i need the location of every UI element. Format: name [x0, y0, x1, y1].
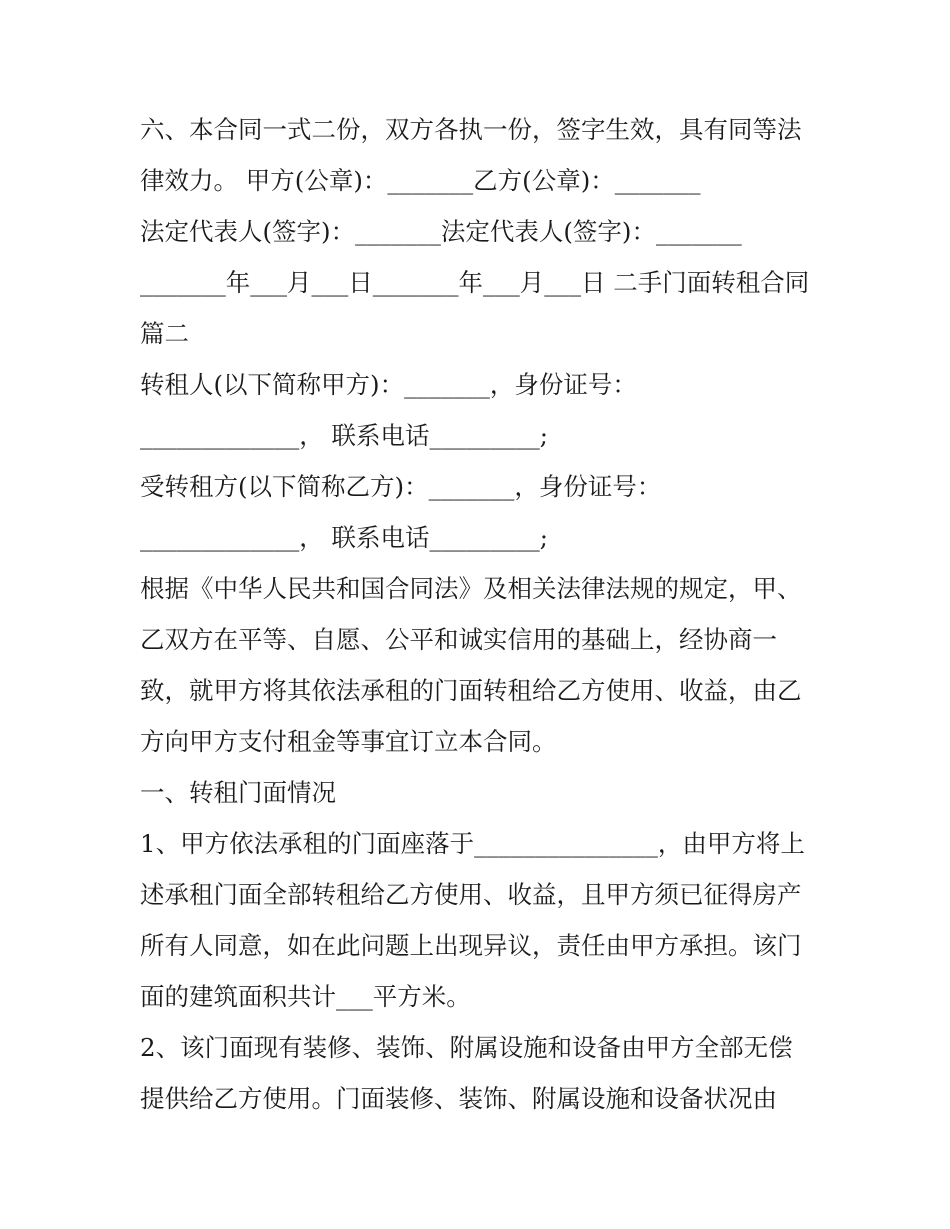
- text-line: 乙双方在平等、自愿、公平和诚实信用的基础上，经协商一: [140, 625, 777, 654]
- text-line: 法定代表人(签字)：_______法定代表人(签字)：_______: [140, 217, 742, 246]
- text-line: 2、该门面现有装修、装饰、附属设施和设备由甲方全部无偿: [140, 1033, 793, 1062]
- text-line: _____________， 联系电话_________;: [140, 421, 549, 450]
- text-line: 所有人同意，如在此问题上出现异议，责任由甲方承担。该门: [140, 931, 802, 960]
- text-line: 根据《中华人民共和国合同法》及相关法律法规的规定，甲、: [140, 574, 802, 603]
- document-body: [140, 104, 820, 1124]
- text-line: 律效力。 甲方(公章)：_______乙方(公章)：_______: [140, 166, 701, 195]
- text-line: 篇二: [140, 319, 189, 348]
- text-line: _____________， 联系电话_________;: [140, 523, 549, 552]
- text-line: 面的建筑面积共计___平方米。: [140, 982, 471, 1011]
- text-line: 方向甲方支付租金等事宜订立本合同。: [140, 727, 557, 756]
- text-line: 一、转租门面情况: [140, 778, 336, 807]
- text-line: 致，就甲方将其依法承租的门面转租给乙方使用、收益，由乙: [140, 676, 802, 705]
- text-line: 受转租方(以下简称乙方)：_______，身份证号：: [140, 472, 662, 501]
- text-line: 提供给乙方使用。门面装修、装饰、附属设施和设备状况由: [140, 1084, 777, 1113]
- text-line: 述承租门面全部转租给乙方使用、收益，且甲方须已征得房产: [140, 880, 802, 909]
- text-line: _______年___月___日_______年___月___日 二手门面转租合同: [140, 268, 810, 297]
- text-line: 转租人(以下简称甲方)：_______，身份证号：: [140, 370, 637, 399]
- text-line: 六、本合同一式二份，双方各执一份，签字生效，具有同等法: [140, 115, 802, 144]
- text-line: 1、甲方依法承租的门面座落于_______________，由甲方将上: [140, 829, 805, 858]
